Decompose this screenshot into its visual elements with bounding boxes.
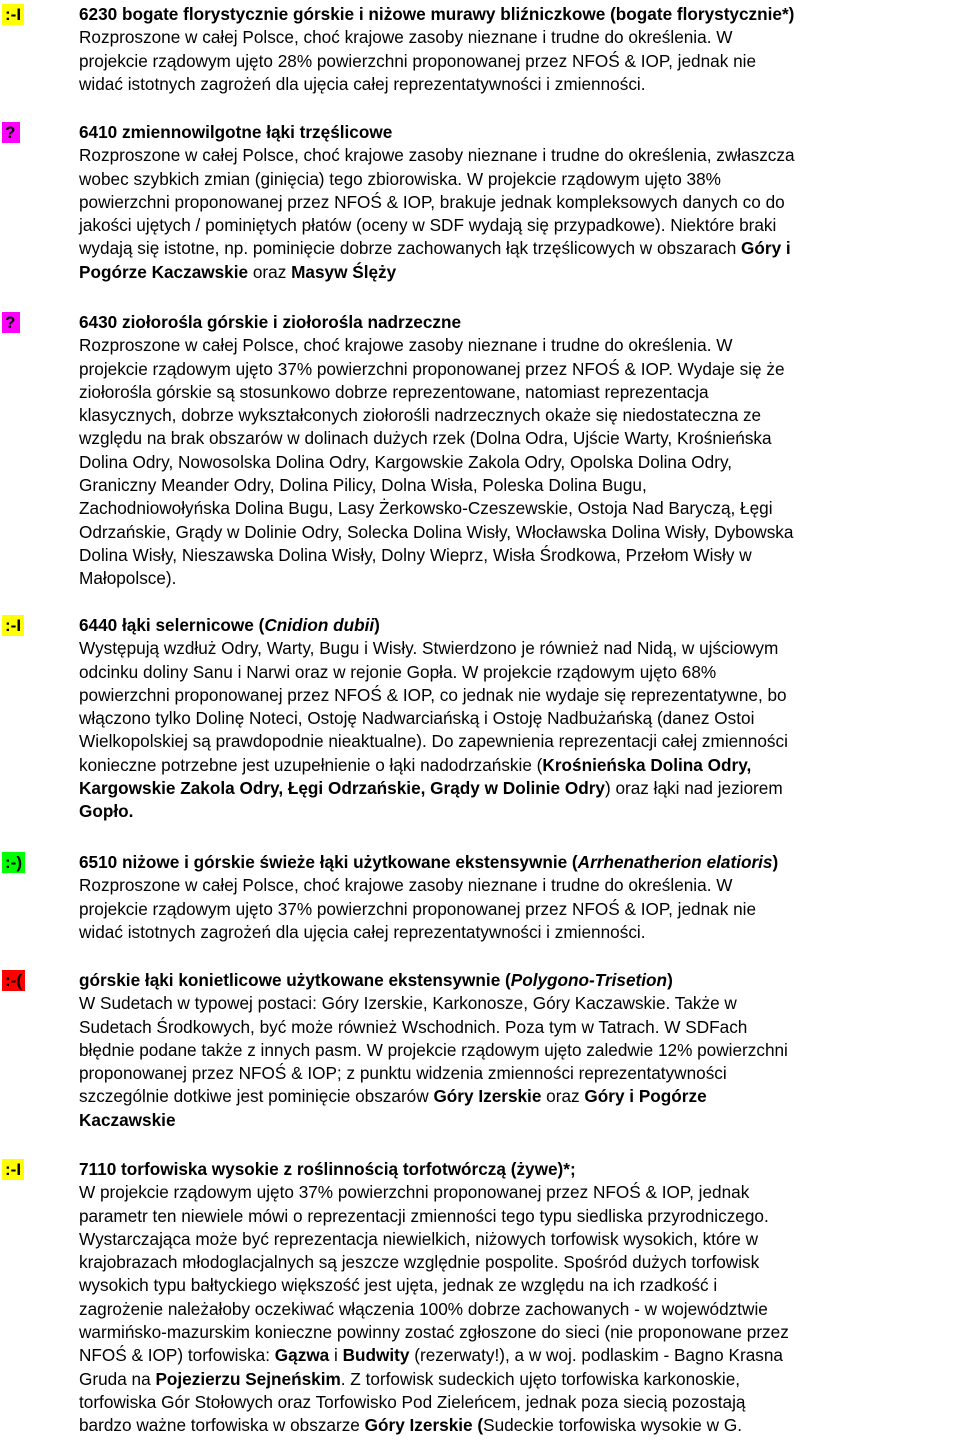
text-segment: Dolina Wisły, Nieszawska Dolina Wisły, Dolny Wieprz, Wisła Środkowa, Przełom Wisły w: [79, 544, 752, 565]
text-line: [79, 1298, 955, 1321]
text-segment: oraz: [248, 261, 292, 282]
text-segment: projekcie rządowym ujęto 28% powierzchni proponowanej przez NFOŚ & IOP, jednak nie: [79, 50, 757, 71]
text-line: [79, 474, 955, 497]
text-segment: Gopło.: [79, 801, 134, 822]
text-segment: Sudeckie torfowiska wysokie w G.: [483, 1415, 742, 1436]
text-segment: ): [772, 852, 779, 872]
text-line: [79, 544, 955, 567]
text-line: [79, 707, 955, 730]
text-segment: ): [374, 615, 380, 635]
text-line: [79, 1181, 955, 1204]
text-segment: wobec szybkich zmian (ginięcia) tego zbiorowiska. W projekcie rządowym ujęto 38%: [79, 168, 721, 189]
text-segment: Odrzańskie, Grądy w Dolinie Odry, Solecka Dolina Wisły, Włocławska Dolina Wisły, Dybowska: [79, 521, 794, 542]
text-line: [79, 144, 955, 167]
habitat-text: [79, 3, 955, 96]
text-segment: Cnidion dubii: [264, 615, 375, 635]
habitat-title: [79, 969, 955, 992]
text-segment: . Z torfowisk sudeckich ujęto torfowiska karkonoskie,: [340, 1368, 741, 1389]
text-line: [79, 451, 955, 474]
text-segment: szczególnie dotkiwe jest pominięcie obszarów: [79, 1086, 434, 1107]
habitat-title: [79, 121, 955, 144]
habitat-title: [79, 1158, 955, 1181]
text-line: [79, 50, 955, 73]
text-line: [79, 921, 955, 944]
text-line: [79, 358, 955, 381]
assessment-badge: :-): [2, 852, 25, 873]
text-segment: projekcie rządowym ujęto 37% powierzchni proponowanej przez NFOŚ & IOP, jednak nie: [79, 898, 757, 919]
text-line: [79, 898, 955, 921]
text-line: [79, 874, 955, 897]
text-line: [79, 191, 955, 214]
text-segment: wysokich typu bałtyckiego większość jest ujęta, jednak ze względu na ich rzadkość i: [79, 1275, 718, 1296]
text-line: [79, 1344, 955, 1367]
text-segment: 6510 niżowe i górskie świeże łąki użytkowane ekstensywnie (: [79, 852, 578, 872]
text-segment: krajobrazach młodoglacjalnych są jeszcze względnie pospolite. Spośród dużych torfowisk: [79, 1252, 760, 1273]
text-segment: Kaczawskie: [79, 1109, 176, 1130]
text-segment: względu na brak obszarów w dolinach dużych rzek (Dolna Odra, Ujście Warty, Krośnieńska: [79, 428, 772, 449]
text-line: [79, 521, 955, 544]
assessment-badge: :-I: [2, 4, 24, 25]
text-segment: oraz: [541, 1086, 585, 1107]
text-line: [79, 261, 955, 284]
text-line: [79, 754, 955, 777]
text-segment: jakości ujętych / pominiętych płatów (oceny w SDF wydają się przypadkowe). Niektóre braki: [79, 215, 777, 236]
text-segment: torfowiska Gór Stołowych oraz Torfowisko Pod Zieleńcem, jednak poza siecią pozostają: [79, 1391, 746, 1412]
text-line: [79, 1251, 955, 1274]
habitat-text: [79, 851, 955, 944]
text-segment: NFOŚ & IOP) torfowiska:: [79, 1345, 275, 1366]
text-segment: powierzchni proponowanej przez NFOŚ & IOP, brakuje jednak kompleksowych danych co do: [79, 191, 785, 212]
habitat-title: [79, 3, 955, 26]
text-line: [79, 800, 955, 823]
text-line: [79, 497, 955, 520]
text-line: [79, 1321, 955, 1344]
text-line: [79, 637, 955, 660]
text-line: [79, 567, 955, 590]
text-segment: Góry Izerskie (: [364, 1415, 484, 1436]
text-line: [79, 214, 955, 237]
text-segment: Sudetach Środkowych, być może również Wschodnich. Poza tym w Tatrach. W SDFach: [79, 1016, 748, 1037]
text-segment: ) oraz łąki nad jeziorem: [604, 778, 783, 799]
text-segment: Rozproszone w całej Polsce, choć krajowe zasoby nieznane i trudne do określenia. W: [79, 875, 733, 896]
text-line: [79, 1039, 955, 1062]
text-segment: 6230 bogate florystycznie górskie i niżowe murawy bliźniczkowe (bogate florystycznie*): [79, 4, 795, 24]
text-segment: widać istotnych zagrożeń dla ujęcia całej reprezentatywności i zmienności.: [79, 921, 646, 942]
text-segment: klasycznych, dobrze wykształconych ziołorośli nadrzecznych okaże się niedostateczna ze: [79, 405, 762, 426]
assessment-badge: :-(: [2, 970, 25, 991]
text-segment: Gruda na: [79, 1368, 156, 1389]
text-segment: bardzo ważne torfowiska w obszarze: [79, 1415, 365, 1436]
text-segment: Góry i: [741, 238, 791, 259]
text-segment: W Sudetach w typowej postaci: Góry Izerskie, Karkonosze, Góry Kaczawskie. Także w: [79, 993, 737, 1014]
text-line: [79, 1062, 955, 1085]
text-segment: proponowanej przez NFOŚ & IOP; z punktu widzenia zmienności reprezentatywności: [79, 1063, 727, 1084]
text-line: [79, 427, 955, 450]
text-segment: Góry Izerskie: [433, 1086, 542, 1107]
text-line: [79, 26, 955, 49]
text-segment: powierzchni proponowanej przez NFOŚ & IOP, co jednak nie wydaje się reprezentatywne, bo: [79, 684, 787, 705]
habitat-text: [79, 1158, 955, 1438]
assessment-badge: ?: [2, 122, 20, 143]
text-segment: zagrożenie należałoby oczekiwać włączenia 100% dobrze zachowanych - w województwie: [79, 1298, 768, 1319]
text-line: [79, 1205, 955, 1228]
text-line: [79, 684, 955, 707]
text-segment: Budwity: [342, 1345, 410, 1366]
text-segment: Wystarczająca może być reprezentacja niewielkich, niżowych torfowisk wysokich, które w: [79, 1228, 758, 1249]
text-segment: Polygono-Trisetion: [510, 970, 668, 990]
text-segment: Arrhenatherion elatioris: [577, 852, 773, 872]
text-line: [79, 661, 955, 684]
text-line: [79, 1228, 955, 1251]
text-segment: ziołorośla górskie są stosunkowo dobrze reprezentowane, natomiast reprezentacja: [79, 381, 709, 402]
text-line: [79, 992, 955, 1015]
habitat-text: [79, 969, 955, 1132]
text-line: [79, 381, 955, 404]
text-segment: i: [329, 1345, 343, 1366]
text-segment: 6440 łąki selernicowe (: [79, 615, 265, 635]
text-line: [79, 1085, 955, 1108]
text-segment: Wielkopolskiej są prawdopodnie nieaktualne). Do zapewnienia reprezentacji całej zmienności: [79, 731, 788, 752]
text-line: [79, 1109, 955, 1132]
text-segment: Krośnieńska Dolina Odry,: [542, 754, 752, 775]
text-segment: Góry i Pogórze: [584, 1086, 707, 1107]
text-line: [79, 73, 955, 96]
text-segment: Rozproszone w całej Polsce, choć krajowe zasoby nieznane i trudne do określenia. W: [79, 335, 733, 356]
habitat-title: [79, 311, 955, 334]
assessment-badge: :-I: [2, 1159, 24, 1180]
text-segment: Pogórze Kaczawskie: [79, 261, 249, 282]
text-segment: konieczne potrzebne jest uzupełnienie o łąki nadodrzańskie (: [79, 754, 543, 775]
text-line: [79, 168, 955, 191]
text-line: [79, 1368, 955, 1391]
text-segment: Dolina Odry, Nowosolska Dolina Odry, Kargowskie Zakola Odry, Opolska Dolina Odry,: [79, 451, 733, 472]
text-segment: Zachodniowołyńska Dolina Bugu, Lasy Żerkowsko-Czeszewskie, Ostoja Nad Baryczą, Łęgi: [79, 498, 773, 519]
text-segment: Pojezierzu Sejneńskim: [155, 1368, 341, 1389]
text-segment: górskie łąki konietlicowe użytkowane ekstensywnie (: [79, 970, 511, 990]
text-line: [79, 237, 955, 260]
habitat-text: [79, 121, 955, 284]
text-segment: parametr ten niewiele mówi o reprezentacji zmienności tego typu siedliska przyrodniczego.: [79, 1205, 769, 1226]
assessment-badge: ?: [2, 312, 20, 333]
text-line: [79, 777, 955, 800]
habitat-title: [79, 614, 955, 637]
text-line: [79, 1274, 955, 1297]
text-segment: włączono tylko Dolinę Noteci, Ostoję Nadwarciańską i Ostoję Nadbużańską (danez Ostoi: [79, 708, 755, 729]
text-segment: warmińsko-mazurskim konieczne powinny zostać zgłoszone do sieci (nie proponowane przez: [79, 1322, 789, 1343]
assessment-badge: :-I: [2, 615, 24, 636]
text-segment: (rezerwaty!), a w woj. podlaskim - Bagno Krasna: [409, 1345, 783, 1366]
text-segment: ): [667, 970, 673, 990]
habitat-text: [79, 614, 955, 824]
text-segment: widać istotnych zagrożeń dla ujęcia całej reprezentatywności i zmienności.: [79, 73, 646, 94]
text-segment: Gązwa: [274, 1345, 330, 1366]
text-segment: 6410 zmiennowilgotne łąki trzęślicowe: [79, 122, 393, 142]
text-segment: Rozproszone w całej Polsce, choć krajowe zasoby nieznane i trudne do określenia. W: [79, 27, 733, 48]
text-segment: Występują wzdłuż Odry, Warty, Bugu i Wisły. Stwierdzono je również nad Nidą, w ujściowym: [79, 638, 779, 659]
text-line: [79, 334, 955, 357]
text-segment: Graniczny Meander Odry, Dolina Pilicy, Dolna Wisła, Poleska Dolina Bugu,: [79, 475, 647, 496]
habitat-text: [79, 311, 955, 591]
text-segment: wydają się istotne, np. pominięcie dobrze zachowanych łąk trzęślicowych w obszarach: [79, 238, 742, 259]
text-segment: Małopolsce).: [79, 568, 177, 589]
habitat-title: [79, 851, 955, 874]
text-line: [79, 1414, 955, 1437]
text-line: [79, 1391, 955, 1414]
text-line: [79, 1016, 955, 1039]
text-segment: 7110 torfowiska wysokie z roślinnością torfotwórczą (żywe)*;: [79, 1159, 576, 1179]
text-line: [79, 730, 955, 753]
text-segment: 6430 ziołorośla górskie i ziołorośla nadrzeczne: [79, 312, 462, 332]
text-segment: błędnie podane także z innych pasm. W projekcie rządowym ujęto zaledwie 12% powierzchni: [79, 1039, 788, 1060]
text-segment: odcinku doliny Sanu i Narwi oraz w rejonie Gopła. W projekcie rządowym ujęto 68%: [79, 661, 717, 682]
text-line: [79, 404, 955, 427]
text-segment: Rozproszone w całej Polsce, choć krajowe zasoby nieznane i trudne do określenia, zwłaszcza: [79, 145, 795, 166]
text-segment: W projekcie rządowym ujęto 37% powierzchni proponowanej przez NFOŚ & IOP, jednak: [79, 1182, 750, 1203]
text-segment: projekcie rządowym ujęto 37% powierzchni proponowanej przez NFOŚ & IOP. Wydaje się że: [79, 358, 785, 379]
text-segment: Kargowskie Zakola Odry, Łęgi Odrzańskie, Grądy w Dolinie Odry: [79, 778, 605, 799]
text-segment: Masyw Ślęży: [291, 261, 397, 282]
